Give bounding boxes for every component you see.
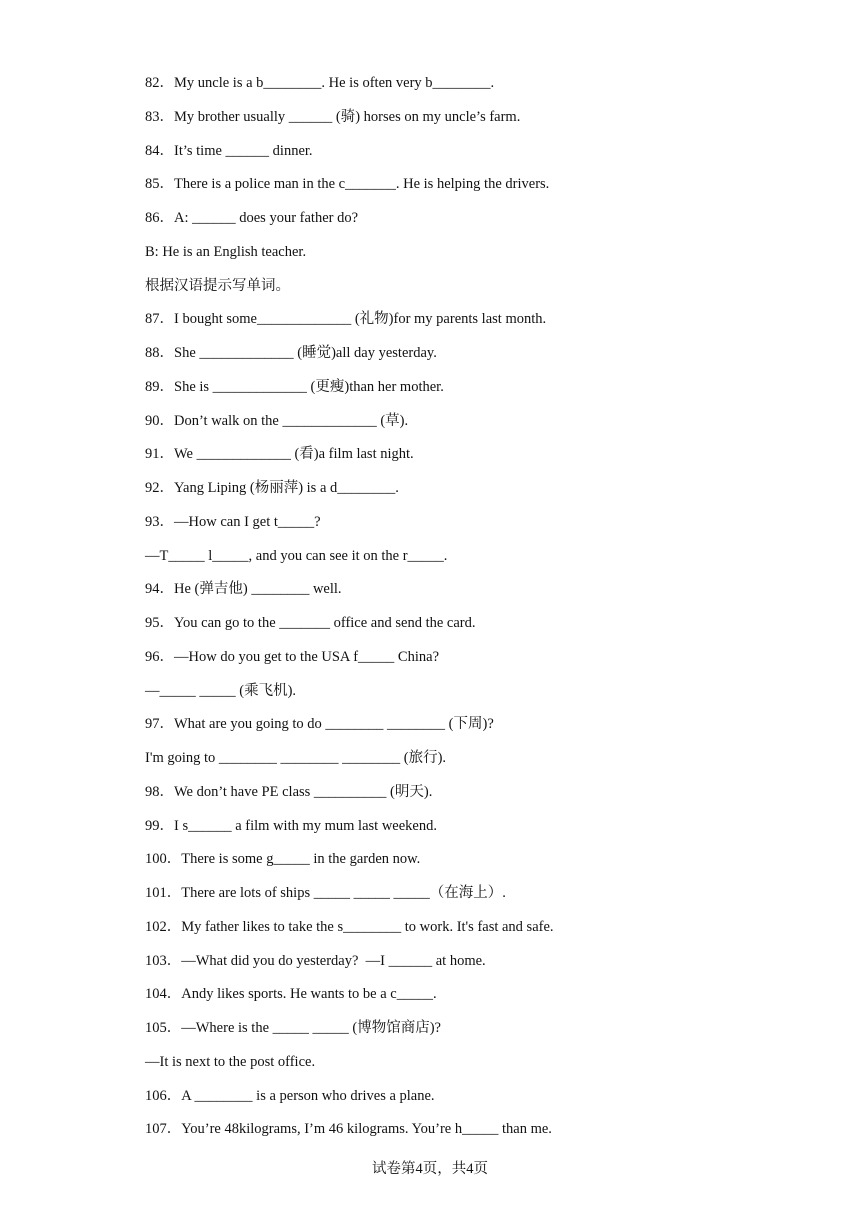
section-heading: 根据汉语提示写单词。: [145, 277, 290, 294]
question-line: 107．You’re 48kilograms, I’m 46 kilograms. You’re h_____ than me.: [145, 1121, 552, 1138]
question-line: 106．A ________ is a person who drives a plane.: [145, 1087, 435, 1104]
question-line: 98．We don’t have PE class __________ (明天).: [145, 783, 433, 800]
question-line: 100．There is some g_____ in the garden now.: [145, 851, 421, 868]
question-line: 95．You can go to the _______ office and send the card.: [145, 615, 476, 631]
question-line: 93．—How can I get t_____?: [145, 513, 321, 530]
question-line: 91．We _____________ (看)a film last night.: [145, 446, 414, 463]
question-line: 96．—How do you get to the USA f_____ China?: [145, 648, 440, 665]
question-line: 92．Yang Liping (杨丽萍) is a d________.: [145, 480, 399, 496]
question-line: 104．Andy likes sports. He wants to be a c_____.: [145, 986, 437, 1003]
answer-line: —T_____ l_____, and you can see it on the r_____.: [145, 547, 448, 564]
question-line: 86．A: ______ does your father do?: [145, 210, 359, 226]
answer-line: I'm going to ________ ________ ________ (旅行).: [145, 750, 447, 766]
question-line: 102．My father likes to take the s________ to work. It's fast and safe.: [145, 918, 554, 935]
question-line: 105．—Where is the _____ _____ (博物馆商店)?: [145, 1020, 441, 1036]
question-list: [145, 72, 825, 1152]
answer-line: —It is next to the post office.: [145, 1053, 316, 1070]
question-line: 90．Don’t walk on the _____________ (草).: [145, 412, 409, 429]
answer-line: B: He is an English teacher.: [145, 243, 307, 260]
question-line: 99．I s______ a film with my mum last weekend.: [145, 817, 437, 834]
question-line: 97．What are you going to do ________ ________ (下周)?: [145, 716, 494, 733]
question-line: 89．She is _____________ (更瘦)than her mother.: [145, 378, 444, 395]
question-line: 101．There are lots of ships _____ _____ _____（在海上）.: [145, 885, 506, 901]
question-line: 83．My brother usually ______ (骑) horses on my uncle’s farm.: [145, 108, 521, 125]
question-line: 103．—What did you do yesterday? —I ______ at home.: [145, 952, 486, 969]
page-footer: 试卷第4页，共4页: [372, 1161, 488, 1177]
question-line: 85．There is a police man in the c_______. He is helping the drivers.: [145, 176, 550, 193]
question-line: 87．I bought some_____________ (礼物)for my parents last month.: [145, 311, 547, 328]
question-line: 82．My uncle is a b________. He is often very b________.: [145, 75, 495, 91]
question-line: 88．She _____________ (睡觉)all day yesterday.: [145, 345, 437, 361]
answer-line: —_____ _____ (乘飞机).: [145, 682, 297, 699]
question-line: 94．He (弹吉他) ________ well.: [145, 581, 342, 598]
question-line: 84．It’s time ______ dinner.: [145, 142, 313, 159]
